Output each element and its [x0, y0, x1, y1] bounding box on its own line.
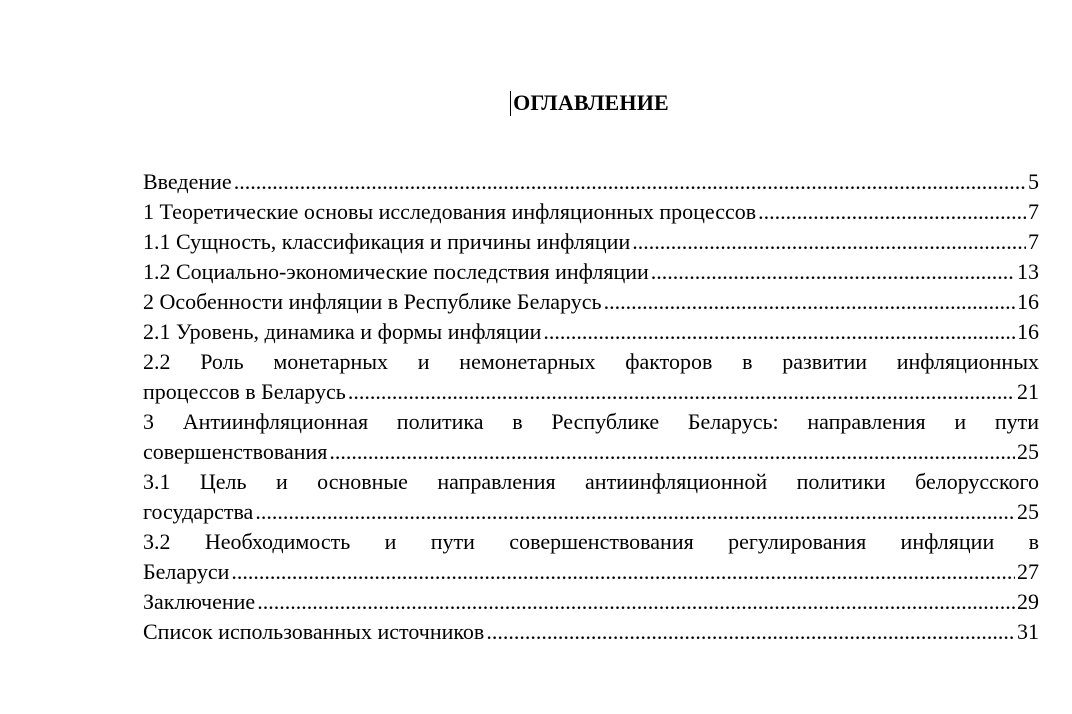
- toc-entry-leader-line: [143, 317, 1039, 347]
- toc-entry-page-number: 21: [1017, 379, 1039, 404]
- dot-leader: [231, 557, 1015, 587]
- toc-entry[interactable]: [143, 407, 1039, 467]
- toc-entry-page-number: 7: [1028, 229, 1039, 254]
- dot-leader: [758, 197, 1026, 227]
- toc-entry-page-number: 16: [1017, 289, 1039, 314]
- toc-entry[interactable]: [143, 167, 1039, 197]
- toc-entry[interactable]: [143, 317, 1039, 347]
- toc-entry[interactable]: [143, 197, 1039, 227]
- toc-heading[interactable]: [513, 88, 669, 118]
- toc-entry-leader-line: [143, 257, 1039, 287]
- toc-entry-title: 2.1 Уровень, динамика и формы инфляции: [143, 319, 542, 344]
- toc-entry-page-number: 29: [1017, 589, 1039, 614]
- toc-entry[interactable]: [143, 617, 1039, 647]
- toc-heading-text: ОГЛАВЛЕНИЕ: [513, 90, 669, 115]
- toc-entry[interactable]: [143, 467, 1039, 527]
- dot-leader: [632, 227, 1026, 257]
- dot-leader: [257, 587, 1015, 617]
- toc-entry[interactable]: [143, 587, 1039, 617]
- text-cursor: [510, 91, 511, 116]
- toc-entry-title: совершенствования: [143, 439, 328, 464]
- dot-leader: [604, 287, 1015, 317]
- toc-entry-title: 1.1 Сущность, классификация и причины инфляции: [143, 229, 631, 254]
- toc-entry-title-line: 3.1 Цель и основные направления антиинфляционной политики белорусского: [143, 469, 1039, 494]
- toc-entry-title: 1 Теоретические основы исследования инфляционных процессов: [143, 199, 757, 224]
- toc-entry-leader-line: [143, 497, 1039, 527]
- toc-entry-leader-line: [143, 377, 1039, 407]
- toc-entry-title: процессов в Беларусь: [143, 379, 346, 404]
- toc-entry-leader-line: [143, 167, 1039, 197]
- toc-entry-title: 1.2 Социально-экономические последствия инфляции: [143, 259, 649, 284]
- dot-leader: [234, 167, 1026, 197]
- toc-entry-title: Введение: [143, 169, 232, 194]
- toc-entry-title: Список использованных источников: [143, 619, 485, 644]
- toc-entry-title: государства: [143, 499, 254, 524]
- toc-entry[interactable]: [143, 347, 1039, 407]
- toc-entry-leader-line: [143, 557, 1039, 587]
- toc-entry-title-line: 2.2 Роль монетарных и немонетарных факторов в развитии инфляционных: [143, 349, 1039, 374]
- toc-entry-title: Заключение: [143, 589, 256, 614]
- toc-entry-leader-line: [143, 287, 1039, 317]
- dot-leader: [255, 497, 1015, 527]
- toc-entry-page-number: 25: [1017, 439, 1039, 464]
- heading-container: [143, 88, 1039, 118]
- toc-entry[interactable]: [143, 227, 1039, 257]
- dot-leader: [651, 257, 1015, 287]
- toc-entry[interactable]: [143, 527, 1039, 587]
- toc-entry-leader-line: [143, 617, 1039, 647]
- toc-entry-page-number: 25: [1017, 499, 1039, 524]
- dot-leader: [329, 437, 1015, 467]
- toc-entry-leader-line: [143, 587, 1039, 617]
- toc-entry-leader-line: [143, 197, 1039, 227]
- toc-entry-page-number: 13: [1017, 259, 1039, 284]
- toc-entry-page-number: 7: [1028, 199, 1039, 224]
- toc-entry-leader-line: [143, 437, 1039, 467]
- toc-entry-page-number: 31: [1017, 619, 1039, 644]
- dot-leader: [543, 317, 1015, 347]
- toc-entry-page-number: 5: [1028, 169, 1039, 194]
- table-of-contents: [143, 167, 1039, 647]
- toc-entry-title-line: 3 Антиинфляционная политика в Республике Беларусь: направления и пути: [143, 409, 1039, 434]
- toc-entry[interactable]: [143, 287, 1039, 317]
- toc-entry[interactable]: [143, 257, 1039, 287]
- toc-entry-page-number: 16: [1017, 319, 1039, 344]
- toc-entry-page-number: 27: [1017, 559, 1039, 584]
- toc-entry-leader-line: [143, 227, 1039, 257]
- toc-entry-title-line: 3.2 Необходимость и пути совершенствования регулирования инфляции в: [143, 529, 1039, 554]
- toc-entry-title: Беларуси: [143, 559, 230, 584]
- dot-leader: [486, 617, 1015, 647]
- toc-entry-title: 2 Особенности инфляции в Республике Беларусь: [143, 289, 602, 314]
- dot-leader: [348, 377, 1015, 407]
